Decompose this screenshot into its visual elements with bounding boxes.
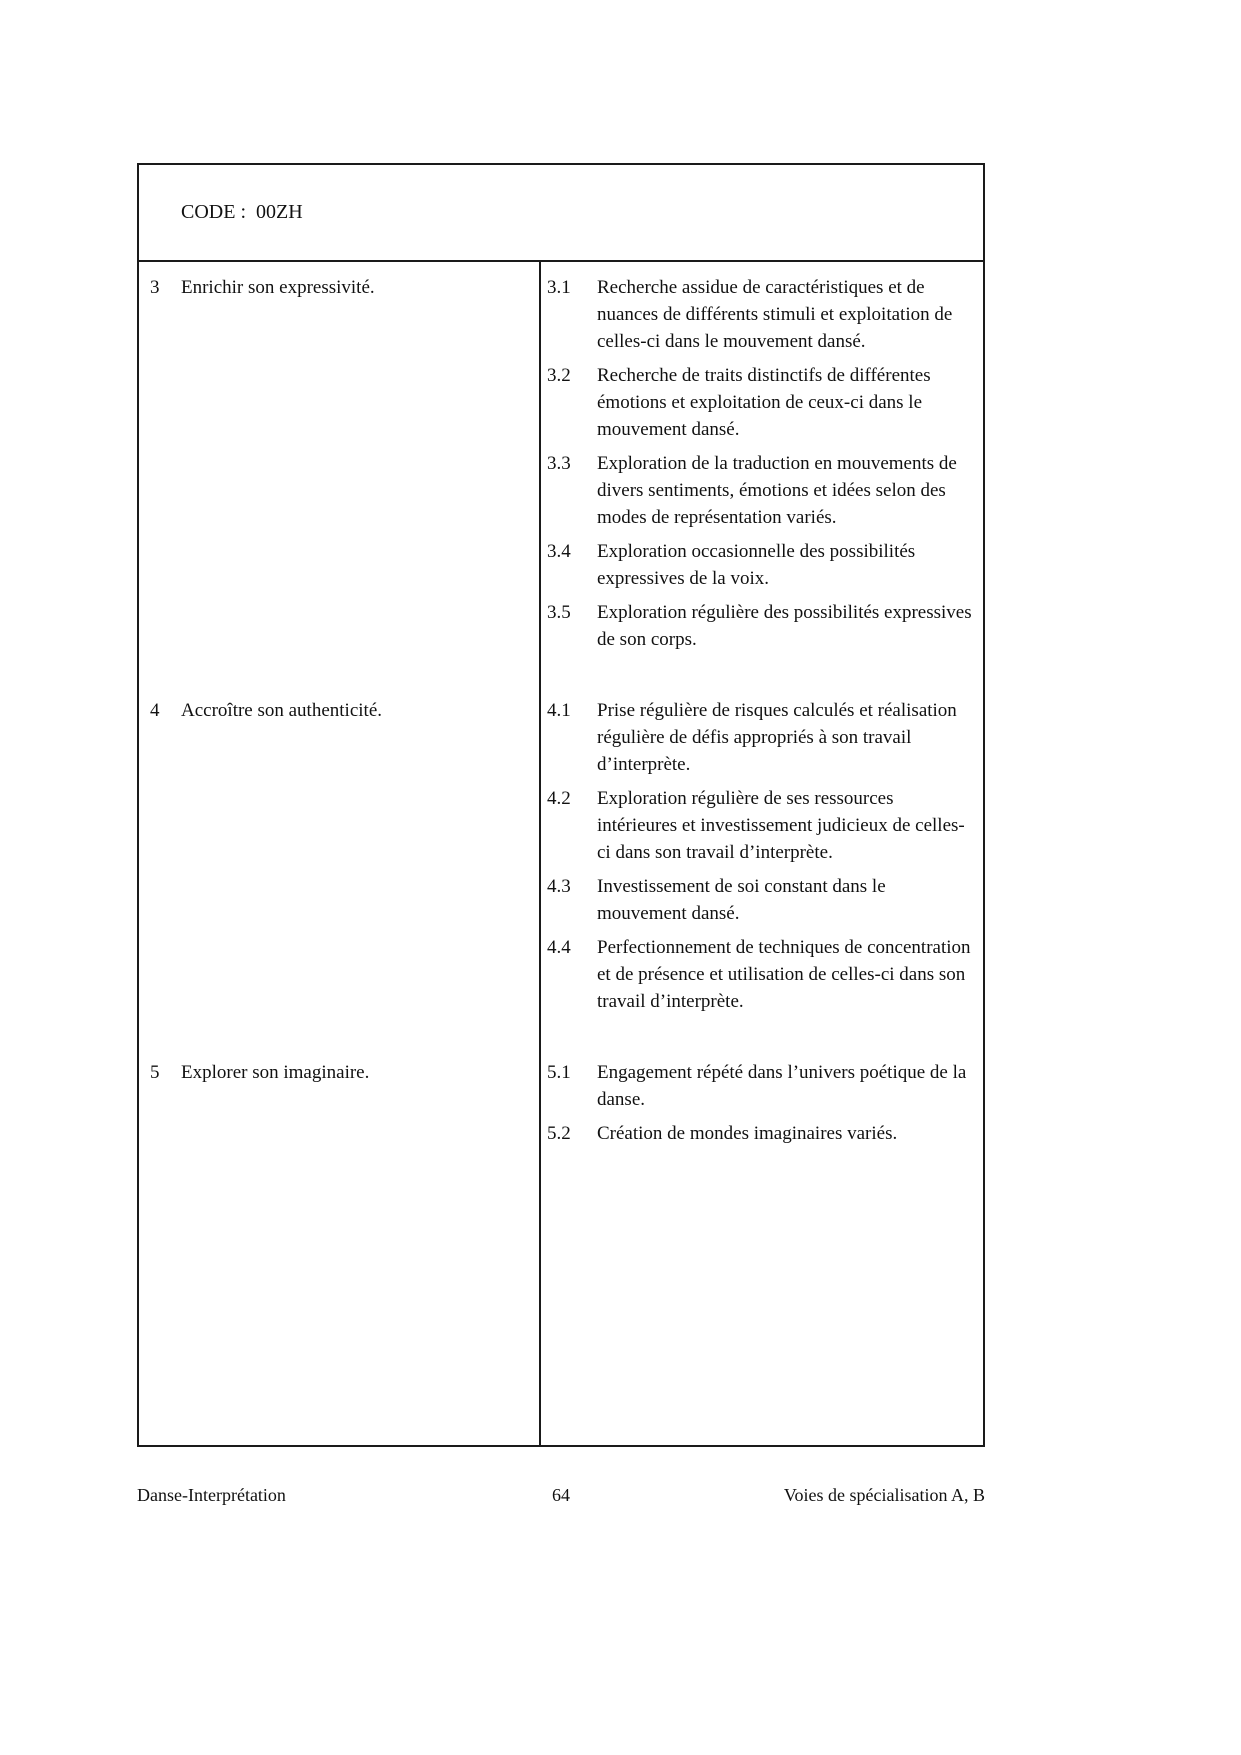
detail-text: Recherche de traits distinctifs de différentes émotions et exploitation de ceux-ci dans le mouvement dansé. bbox=[597, 365, 931, 440]
detail-number: 4.3 bbox=[547, 876, 571, 897]
objective-number: 5 bbox=[150, 1062, 160, 1083]
detail-item bbox=[547, 873, 977, 927]
detail-item bbox=[547, 785, 977, 866]
details-cell bbox=[539, 1059, 983, 1147]
detail-number: 3.1 bbox=[547, 277, 571, 298]
detail-number: 3.4 bbox=[547, 541, 571, 562]
code-label: CODE : 00ZH bbox=[181, 201, 303, 223]
detail-number: 5.1 bbox=[547, 1062, 571, 1083]
detail-text: Exploration occasionnelle des possibilités expressives de la voix. bbox=[597, 541, 916, 589]
detail-text: Perfectionnement de techniques de concentration et de présence et utilisation de celles-ci dans son travail d’interprète. bbox=[597, 937, 971, 1012]
objective-cell bbox=[139, 1059, 539, 1086]
detail-item bbox=[547, 538, 977, 592]
objective-title: Accroître son authenticité. bbox=[181, 700, 383, 721]
detail-item bbox=[547, 934, 977, 1015]
table-body bbox=[139, 262, 983, 1445]
details-cell bbox=[539, 697, 983, 1015]
detail-item bbox=[547, 274, 977, 355]
detail-number: 4.4 bbox=[547, 937, 571, 958]
footer-page-number: 64 bbox=[552, 1485, 570, 1505]
code-header-row bbox=[139, 165, 983, 262]
objective-row bbox=[139, 697, 983, 1015]
detail-text: Exploration régulière des possibilités expressives de son corps. bbox=[597, 602, 972, 650]
objective-cell bbox=[139, 274, 539, 301]
objective-number: 3 bbox=[150, 277, 160, 298]
objective-title: Enrichir son expressivité. bbox=[181, 277, 375, 298]
detail-text: Investissement de soi constant dans le mouvement dansé. bbox=[597, 876, 886, 924]
detail-number: 5.2 bbox=[547, 1123, 571, 1144]
objective-row bbox=[139, 1059, 983, 1147]
detail-text: Exploration régulière de ses ressources intérieures et investissement judicieux de celles-ci dans son travail d’interprète. bbox=[597, 788, 965, 863]
objective-number: 4 bbox=[150, 700, 160, 721]
detail-text: Recherche assidue de caractéristiques et de nuances de différents stimuli et exploitation de celles-ci dans le mouvement dansé. bbox=[597, 277, 953, 352]
page-footer bbox=[137, 1483, 985, 1507]
detail-item bbox=[547, 362, 977, 443]
objectives-table bbox=[137, 163, 985, 1447]
detail-number: 3.5 bbox=[547, 602, 571, 623]
detail-number: 4.2 bbox=[547, 788, 571, 809]
objective-row bbox=[139, 274, 983, 653]
detail-text: Création de mondes imaginaires variés. bbox=[597, 1123, 898, 1144]
detail-number: 4.1 bbox=[547, 700, 571, 721]
detail-item bbox=[547, 697, 977, 778]
objective-title: Explorer son imaginaire. bbox=[181, 1062, 370, 1083]
detail-item bbox=[547, 1059, 977, 1113]
detail-text: Prise régulière de risques calculés et réalisation régulière de défis appropriés à son travail d’interprète. bbox=[597, 700, 957, 775]
detail-item bbox=[547, 450, 977, 531]
details-cell bbox=[539, 274, 983, 653]
footer-section-title: Voies de spécialisation A, B bbox=[783, 1485, 985, 1505]
detail-number: 3.3 bbox=[547, 453, 571, 474]
detail-item bbox=[547, 1120, 977, 1147]
detail-number: 3.2 bbox=[547, 365, 571, 386]
detail-text: Exploration de la traduction en mouvements de divers sentiments, émotions et idées selon des modes de représentation variés. bbox=[597, 453, 957, 528]
detail-item bbox=[547, 599, 977, 653]
objective-cell bbox=[139, 697, 539, 724]
detail-text: Engagement répété dans l’univers poétique de la danse. bbox=[597, 1062, 967, 1110]
footer-document-title: Danse-Interprétation bbox=[137, 1485, 286, 1505]
